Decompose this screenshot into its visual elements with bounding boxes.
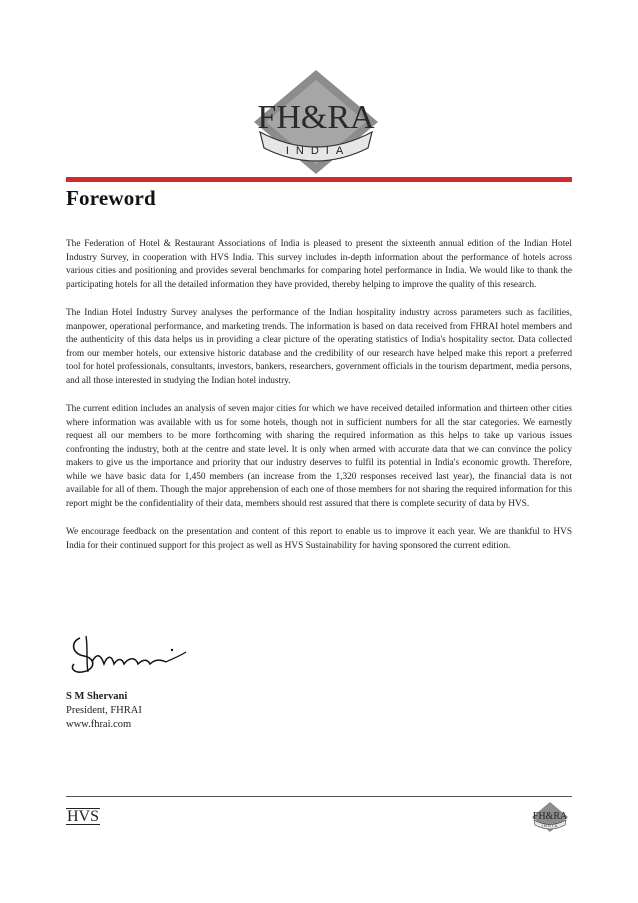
page-title: Foreword bbox=[66, 186, 156, 210]
fhra-logo bbox=[238, 70, 394, 174]
paragraph: We encourage feedback on the presentation and content of this report to enable us to improve it each year. We are thankful to HVS India for their continued support for this project as well as HVS Sustainability for having sponsored the current edition. bbox=[66, 527, 572, 551]
footer-logo-sub-text: INDIA bbox=[541, 824, 559, 828]
signatory-name: S M Shervani bbox=[66, 691, 128, 702]
fhra-footer-logo bbox=[528, 802, 572, 832]
signatory-website[interactable]: www.fhrai.com bbox=[66, 719, 132, 730]
signatory-title: President, FHRAI bbox=[66, 705, 142, 716]
hvs-logo: HVS bbox=[67, 808, 100, 825]
logo-sub-text: INDIA bbox=[285, 145, 351, 157]
paragraph: The Federation of Hotel & Restaurant Associations of India is pleased to present the sixteenth annual edition of the Indian Hotel Industry Survey, in cooperation with HVS India. This survey includes in-depth information about the performance of hotels across various cities and positioning and provides several benchmarks for comparing hotel performance in India. We would like to thank the participating hotels for all the detailed information they have provided, thereby helping to improve the quality of this research. bbox=[66, 239, 572, 290]
signatory-block bbox=[66, 690, 142, 732]
foreword-body bbox=[66, 238, 572, 568]
paragraph: The current edition includes an analysis of seven major cities for which we have received detailed information and thirteen other cities where information was available with us for some hotels, though not in sufficient numbers for all the star categories. We earnestly request all our members to be more forthcoming with sharing the required information as this helps to take up various issues confronting the industry, both at the centre and state level. It is only when armed with accurate data that we can convince the policy makers to give us the importance and priority that our industry deserves to fulfil its potential in India's economic growth. Therefore, while we have basic data for 1,450 members (an increase from the 1,320 responses received last year), the financial data is not available for all of them. Though the major apprehension of each one of those members for not sharing the required information for this report might be the confidentiality of their data, members should rest assured that there is complete security of data by HVS. bbox=[66, 404, 572, 509]
footer-rule bbox=[66, 796, 572, 797]
logo-main-text: FH&RA bbox=[257, 99, 375, 136]
signature-image bbox=[66, 628, 206, 678]
title-rule bbox=[66, 177, 572, 182]
paragraph: The Indian Hotel Industry Survey analyses the performance of the Indian hospitality industry across parameters such as facilities, manpower, operational performance, and marketing trends. The information is based on data received from FHRAI hotel members and the authenticity of this data helps us in providing a clear picture of the operating statistics of India's hospitality sector. Data collected from our member hotels, our extensive historic database and the credibility of our research have helped make this report a preferred tool for hotel professionals, consultants, investors, bankers, researchers, government officials in the tourism department, media persons, and all those interested in studying the Indian hotel industry. bbox=[66, 308, 572, 386]
footer-logo-main-text: FH&RA bbox=[532, 811, 568, 822]
